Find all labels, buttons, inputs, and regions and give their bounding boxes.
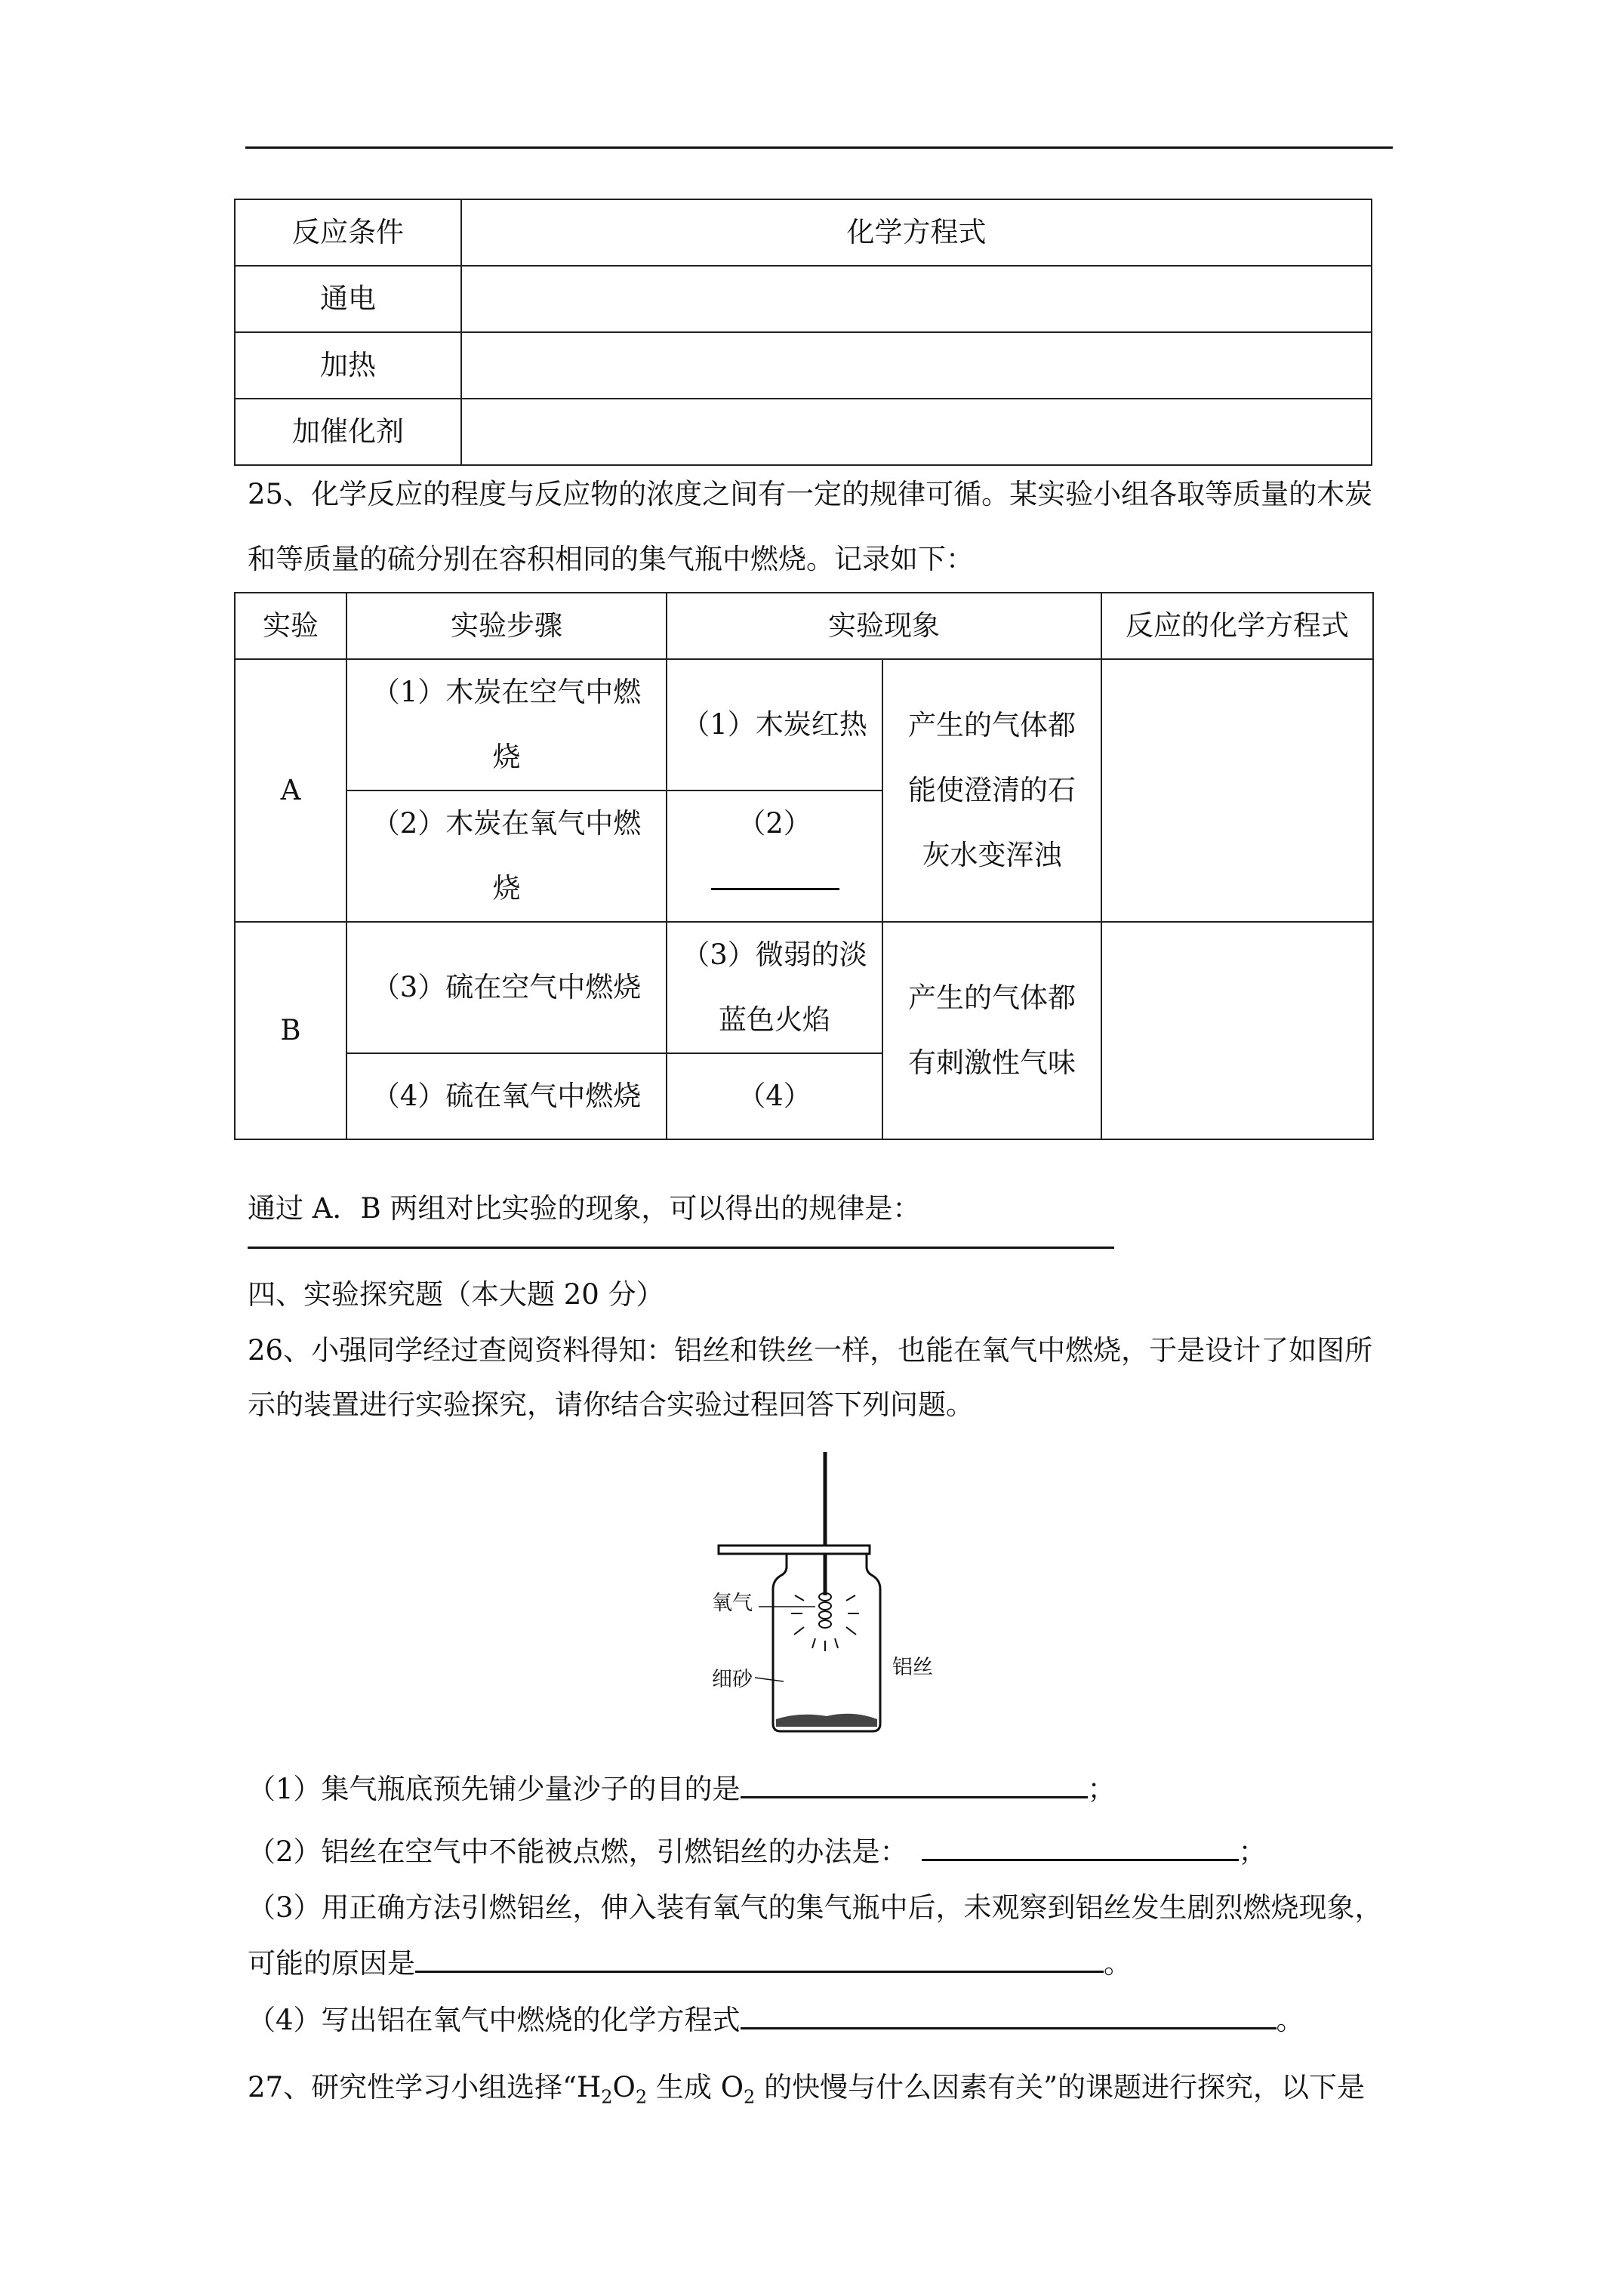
observation-cell xyxy=(667,791,882,922)
sub4-end: 。 xyxy=(1276,2004,1304,2036)
sub2-answer-blank[interactable] xyxy=(922,1832,1239,1861)
wire-label: 铝丝 xyxy=(892,1656,933,1679)
q27-text: 的快慢与什么因素有关”的课题进行探究，以下是 xyxy=(755,2071,1365,2103)
group-label-a: A xyxy=(235,659,346,922)
q26-sub3 xyxy=(248,1931,1132,1996)
q25-line2: 和等质量的硫分别在容积相同的集气瓶中燃烧。记录如下： xyxy=(248,543,974,575)
answer-cell[interactable] xyxy=(1101,659,1373,922)
sand-leader xyxy=(755,1678,784,1681)
step-cell: （4）硫在氧气中燃烧 xyxy=(346,1053,667,1139)
sub1-end: ； xyxy=(1087,1773,1116,1805)
q26-sub1 xyxy=(248,1757,1116,1822)
q27-subscript: 2 xyxy=(601,2086,613,2108)
conclusion-answer-line[interactable] xyxy=(248,1247,1114,1249)
table-cell: 加热 xyxy=(235,332,461,399)
sub2-end: ； xyxy=(1238,1835,1267,1868)
observation-cell: （1）木炭红热 xyxy=(667,659,882,791)
q26-line2: 示的装置进行实验探究，请你结合实验过程回答下列问题。 xyxy=(248,1388,974,1421)
top-rule xyxy=(245,146,1393,149)
step-cell: （3）硫在空气中燃烧 xyxy=(346,922,667,1053)
sub4-answer-blank[interactable] xyxy=(741,2000,1277,2029)
experiment-table xyxy=(234,592,1374,1140)
q27-text: 27、研究性学习小组选择“H xyxy=(248,2071,602,2103)
observation-text: （3）微弱的淡 xyxy=(682,938,867,971)
q27-text: O xyxy=(612,2071,636,2103)
sub3-text: 可能的原因是 xyxy=(248,1947,415,1980)
step-cell xyxy=(346,791,667,922)
q26-sub4 xyxy=(248,1988,1304,2053)
common-text: 有刺激性气味 xyxy=(908,1046,1076,1079)
oxygen-label: 氧气 xyxy=(712,1592,753,1615)
sand-label: 细砂 xyxy=(712,1668,753,1691)
answer-cell[interactable] xyxy=(461,266,1372,332)
sub4-text: （4）写出铝在氧气中燃烧的化学方程式 xyxy=(248,2004,741,2036)
table-cell: 通电 xyxy=(235,266,461,332)
q27-line1 xyxy=(248,2055,1365,2129)
common-text: 产生的气体都 xyxy=(908,982,1076,1014)
q26-sub3-line1: （3）用正确方法引燃铝丝，伸入装有氧气的集气瓶中后，未观察到铝丝发生剧烈燃烧现象， xyxy=(248,1891,1383,1924)
q25-line1: 25、化学反应的程度与反应物的浓度之间有一定的规律可循。某实验小组各取等质量的木炭 xyxy=(248,478,1373,510)
table-header: 实验步骤 xyxy=(346,593,667,659)
step-text: （2）木炭在氧气中燃 xyxy=(371,807,642,840)
answer-blank[interactable] xyxy=(667,856,882,921)
table-header: 实验现象 xyxy=(667,593,1101,659)
table-header: 反应的化学方程式 xyxy=(1101,593,1373,659)
common-observation-b xyxy=(882,922,1101,1139)
observation-cell: （4） xyxy=(667,1053,882,1139)
sub1-text: （1）集气瓶底预先铺少量沙子的目的是 xyxy=(248,1773,741,1805)
observation-text: （2） xyxy=(738,807,812,840)
answer-cell[interactable] xyxy=(461,399,1372,465)
table-header: 实验 xyxy=(235,593,346,659)
step-text: 烧 xyxy=(492,872,521,905)
observation-cell xyxy=(667,922,882,1053)
section-title: 四、实验探究题（本大题 20 分） xyxy=(248,1278,664,1311)
group-label-b: B xyxy=(235,922,346,1139)
sparks-icon xyxy=(791,1595,859,1651)
q26-line1: 26、小强同学经过查阅资料得知：铝丝和铁丝一样，也能在氧气中燃烧，于是设计了如图所 xyxy=(248,1334,1373,1367)
observation-text: 蓝色火焰 xyxy=(719,1003,830,1036)
answer-cell[interactable] xyxy=(461,332,1372,399)
fine-sand xyxy=(776,1714,877,1727)
sub3-end: 。 xyxy=(1104,1947,1132,1980)
q27-text: 生成 O xyxy=(647,2071,744,2103)
table-header: 反应条件 xyxy=(235,199,461,266)
aluminum-wire xyxy=(819,1593,831,1628)
step-text: （1）木炭在空气中燃 xyxy=(371,676,642,708)
conclusion-prompt: 通过 A．B 两组对比实验的现象，可以得出的规律是： xyxy=(248,1192,921,1225)
common-text: 产生的气体都 xyxy=(908,709,1076,741)
reaction-conditions-table xyxy=(234,199,1372,466)
cover-plate xyxy=(719,1546,870,1554)
sub3-answer-blank[interactable] xyxy=(415,1943,1104,1973)
step-text: 烧 xyxy=(492,741,521,773)
table-cell: 加催化剂 xyxy=(235,399,461,465)
answer-cell[interactable] xyxy=(1101,922,1373,1139)
table-header: 化学方程式 xyxy=(461,199,1372,266)
q27-subscript: 2 xyxy=(744,2086,756,2108)
q27-subscript: 2 xyxy=(635,2086,648,2108)
common-text: 能使澄清的石 xyxy=(908,774,1076,806)
common-observation-a xyxy=(882,659,1101,922)
sub2-text: （2）铝丝在空气中不能被点燃，引燃铝丝的办法是： xyxy=(248,1835,908,1868)
step-cell xyxy=(346,659,667,791)
sub1-answer-blank[interactable] xyxy=(741,1769,1088,1798)
common-text: 灰水变浑浊 xyxy=(922,839,1062,871)
